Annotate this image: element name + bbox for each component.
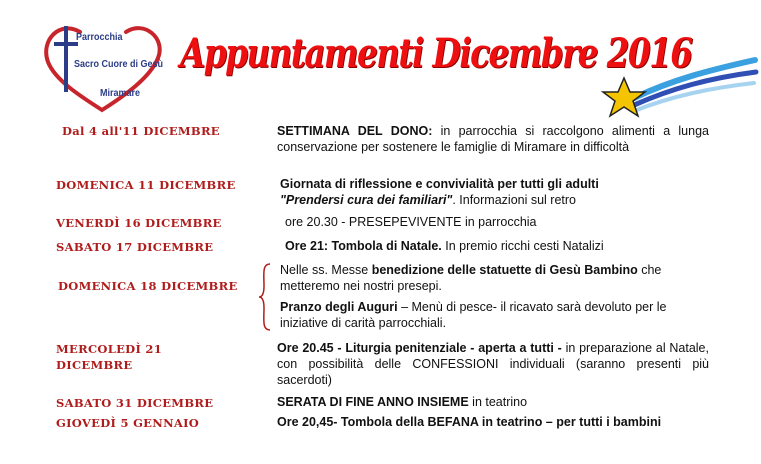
event-highlight: Ore 21: Tombola di Natale. — [285, 239, 442, 253]
event-text: che metteremo nei nostri presepi. — [280, 263, 662, 293]
event-text: . Informazioni sul retro — [452, 193, 577, 207]
event-text: in preparazione al Natale, con possibilità delle CONFESSIONI individuali (saranno presenti più sacerdoti) — [277, 341, 709, 387]
event-description — [277, 394, 709, 410]
event-description — [285, 214, 705, 230]
parish-name-line1: Parrocchia — [76, 32, 123, 43]
event-highlight: Ore 20.45 - Liturgia penitenziale - aperta a tutti - — [277, 341, 562, 355]
event-description — [277, 123, 709, 155]
event-text: in teatrino — [468, 395, 528, 409]
event-date: DOMENICA 18 DICEMBRE — [58, 279, 238, 293]
parish-logo — [40, 18, 170, 113]
event-text: In premio ricchi cesti Natalizi — [441, 239, 604, 253]
page-title: Appuntamenti Dicembre 2016 — [180, 30, 692, 77]
event-description-2 — [280, 299, 710, 331]
event-date-line1: MERCOLEDÌ 21 — [56, 342, 163, 356]
event-highlight: Ore 20,45- Tombola della BEFANA in teatrino – per tutti i bambini — [277, 415, 662, 429]
event-highlight: benedizione delle statuette di Gesù Bambino — [371, 263, 638, 277]
event-text: in parrocchia si raccolgono alimenti a lunga conservazione per sostenere le famiglie di Miramare in difficoltà — [277, 124, 709, 154]
event-date: VENERDÌ 16 DICEMBRE — [56, 216, 222, 230]
event-date: Dal 4 all'11 DICEMBRE — [62, 124, 220, 138]
event-description — [280, 262, 710, 294]
event-description — [277, 340, 709, 388]
event-text-2: – Menù di pesce- il ricavato sarà devoluto per le iniziative di carità parrocchiali. — [280, 300, 667, 330]
event-highlight-2: Pranzo degli Auguri — [280, 300, 398, 314]
event-highlight: SETTIMANA DEL DONO: — [277, 124, 433, 138]
parish-name-line3: Miramare — [100, 88, 141, 99]
event-pre: Nelle ss. Messe — [280, 263, 372, 277]
event-highlight: ore 20.30 - PRESEPEVIVENTE — [285, 215, 462, 229]
event-description — [280, 176, 710, 208]
event-highlight: SERATA DI FINE ANNO INSIEME — [277, 395, 469, 409]
parish-name-line2: Sacro Cuore di Gesù — [74, 59, 164, 70]
event-date: DOMENICA 11 DICEMBRE — [56, 178, 236, 192]
event-date: SABATO 17 DICEMBRE — [56, 240, 214, 254]
shooting-star-icon — [560, 50, 760, 120]
event-description — [285, 238, 705, 254]
event-date: SABATO 31 DICEMBRE — [56, 396, 214, 410]
event-description — [277, 414, 709, 430]
event-highlight: Giornata di riflessione e convivialità per tutti gli adulti — [280, 177, 599, 191]
event-text: in parrocchia — [461, 215, 537, 229]
curly-brace-icon — [258, 262, 272, 332]
event-quote: "Prendersi cura dei familiari" — [280, 193, 453, 207]
event-date: GIOVEDÌ 5 GENNAIO — [56, 416, 200, 430]
event-date-line2: DICEMBRE — [56, 358, 133, 372]
